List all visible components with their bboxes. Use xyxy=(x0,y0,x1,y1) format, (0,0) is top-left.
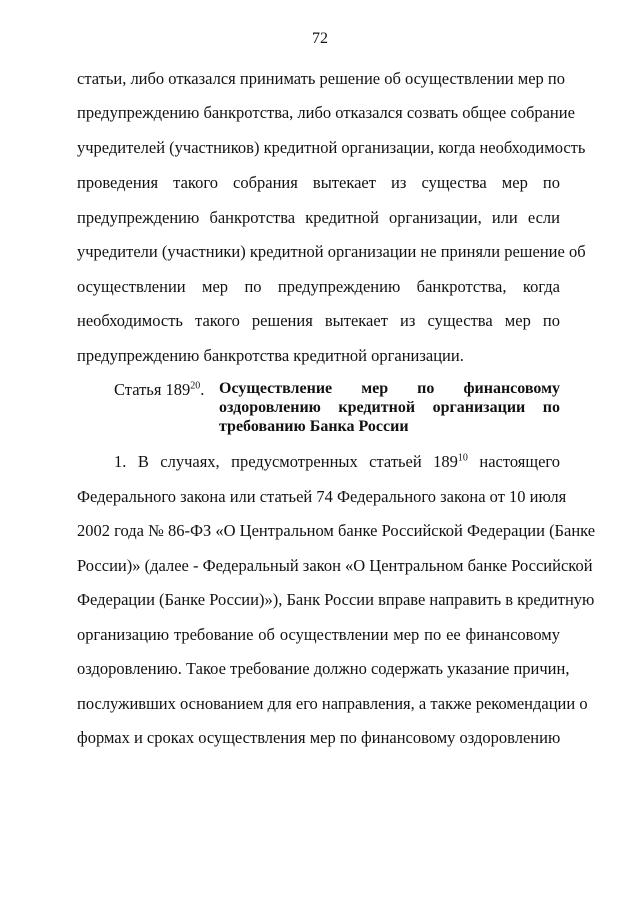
article-label-suffix: . xyxy=(200,380,205,399)
text-line: России)» (далее - Федеральный закон «О Центральном банке Российской xyxy=(77,556,593,575)
text-line: Федерального закона или статьей 74 Федерального закона от 10 июля xyxy=(77,487,567,506)
article-title-line: требованию Банка России xyxy=(219,418,409,435)
article-label-superscript: 20 xyxy=(190,380,201,392)
text-line: предупреждению банкротства кредитной организации. xyxy=(77,346,464,365)
article-title-line: Осуществление мер по финансовому xyxy=(219,380,560,397)
article-label-text: Статья 189 xyxy=(114,380,191,399)
text-line: учредители (участники) кредитной организации не приняли решение об xyxy=(77,242,586,261)
article-label xyxy=(114,380,204,400)
text-line: послуживших основанием для его направления, а также рекомендации о xyxy=(77,694,588,713)
text-span: настоящего xyxy=(467,452,561,471)
text-line: проведения такого собрания вытекает из существа мер по xyxy=(77,173,560,192)
text-line: осуществлении мер по предупреждению банкротства, когда xyxy=(77,277,560,296)
text-line: формах и сроках осуществления мер по финансовому оздоровлению xyxy=(77,728,561,747)
text-span: 1. В случаях, предусмотренных статьей 189 xyxy=(114,452,458,471)
text-line: Федерации (Банке России)»), Банк России вправе направить в кредитную xyxy=(77,590,595,609)
text-line: предупреждению банкротства кредитной организации, или если xyxy=(77,208,560,227)
page-number: 72 xyxy=(312,30,328,47)
text-line: учредителей (участников) кредитной организации, когда необходимость xyxy=(77,138,586,157)
text-line: оздоровлению. Такое требование должно содержать указание причин, xyxy=(77,659,570,678)
reference-superscript: 10 xyxy=(457,452,468,464)
text-line: статьи, либо отказался принимать решение об осуществлении мер по xyxy=(77,69,565,88)
text-line: 2002 года № 86-ФЗ «О Центральном банке Российской Федерации (Банке xyxy=(77,521,596,540)
text-line xyxy=(114,452,560,472)
text-line: необходимость такого решения вытекает из существа мер по xyxy=(77,311,560,330)
article-title-line: оздоровлению кредитной организации по xyxy=(219,399,560,416)
text-line: организацию требование об осуществлении мер по ее финансовому xyxy=(77,625,560,644)
text-line: предупреждению банкротства, либо отказался созвать общее собрание xyxy=(77,103,575,122)
